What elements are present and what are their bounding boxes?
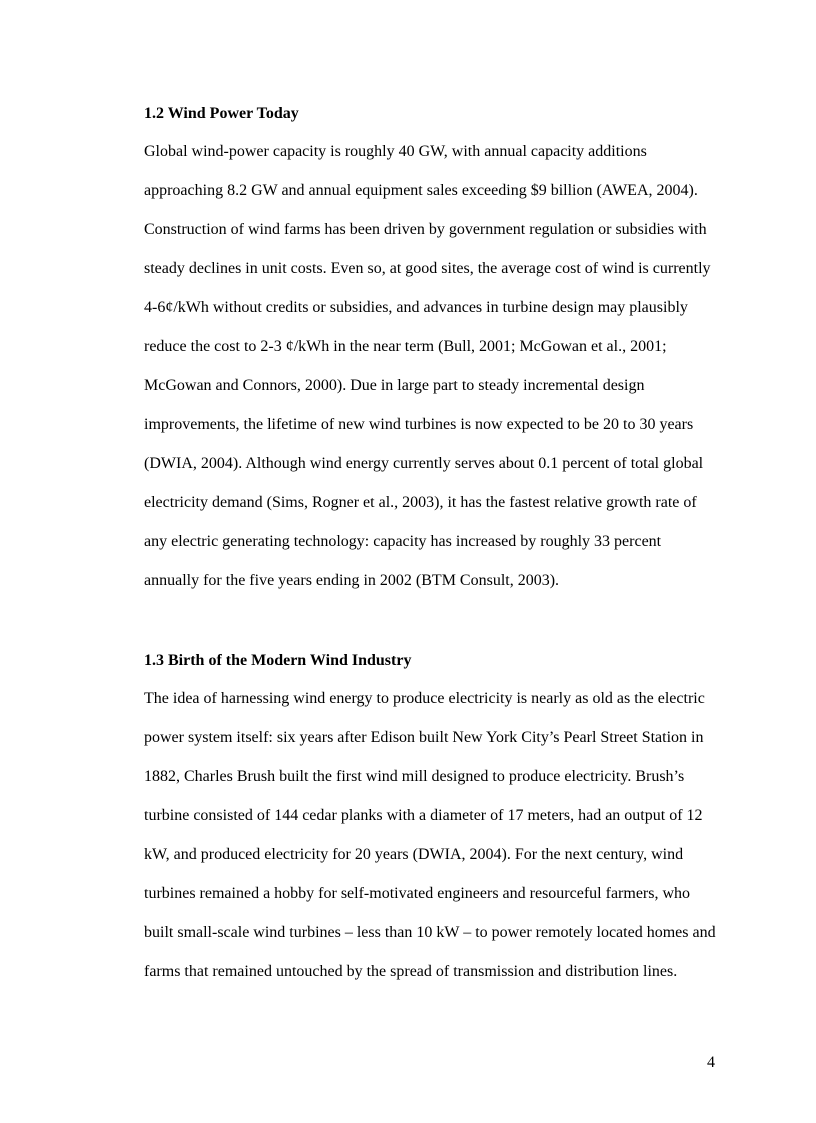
paragraph-line: any electric generating technology: capacity has increased by roughly 33 percent [144,533,662,550]
paragraph-line: farms that remained untouched by the spread of transmission and distribution lines. [144,963,678,980]
paragraph-line: built small-scale wind turbines – less than 10 kW – to power remotely located homes and [144,924,716,941]
paragraph-line: turbines remained a hobby for self-motivated engineers and resourceful farmers, who [144,885,691,902]
paragraph-line: McGowan and Connors, 2000). Due in large part to steady incremental design [144,377,645,394]
paragraph-line: improvements, the lifetime of new wind turbines is now expected to be 20 to 30 years [144,416,694,433]
paragraph-line: (DWIA, 2004). Although wind energy currently serves about 0.1 percent of total global [144,455,704,472]
section-heading-wind-power-today: 1.2 Wind Power Today [144,105,299,122]
paragraph-line: power system itself: six years after Edison built New York City’s Pearl Street Station in [144,729,704,746]
paragraph-line: Global wind-power capacity is roughly 40 GW, with annual capacity additions [144,143,647,160]
paragraph-line: electricity demand (Sims, Rogner et al., 2003), it has the fastest relative growth rate of [144,494,697,511]
paragraph-line: approaching 8.2 GW and annual equipment sales exceeding $9 billion (AWEA, 2004). [144,182,698,199]
paragraph-line: 4-6¢/kWh without credits or subsidies, and advances in turbine design may plausibly [144,299,688,316]
paragraph-line: steady declines in unit costs. Even so, at good sites, the average cost of wind is currently [144,260,711,277]
section-heading-birth-of-modern-wind-industry: 1.3 Birth of the Modern Wind Industry [144,652,412,669]
page-number: 4 [707,1054,715,1071]
paragraph-line: reduce the cost to 2-3 ¢/kWh in the near term (Bull, 2001; McGowan et al., 2001; [144,338,667,355]
paragraph-line: 1882, Charles Brush built the first wind mill designed to produce electricity. Brush’s [144,768,685,785]
paragraph-line: Construction of wind farms has been driven by government regulation or subsidies with [144,221,707,238]
paragraph-line: annually for the five years ending in 2002 (BTM Consult, 2003). [144,572,560,589]
paragraph-line: The idea of harnessing wind energy to produce electricity is nearly as old as the electric [144,690,705,707]
paragraph-line: kW, and produced electricity for 20 years (DWIA, 2004). For the next century, wind [144,846,684,863]
paragraph-line: turbine consisted of 144 cedar planks with a diameter of 17 meters, had an output of 12 [144,807,703,824]
